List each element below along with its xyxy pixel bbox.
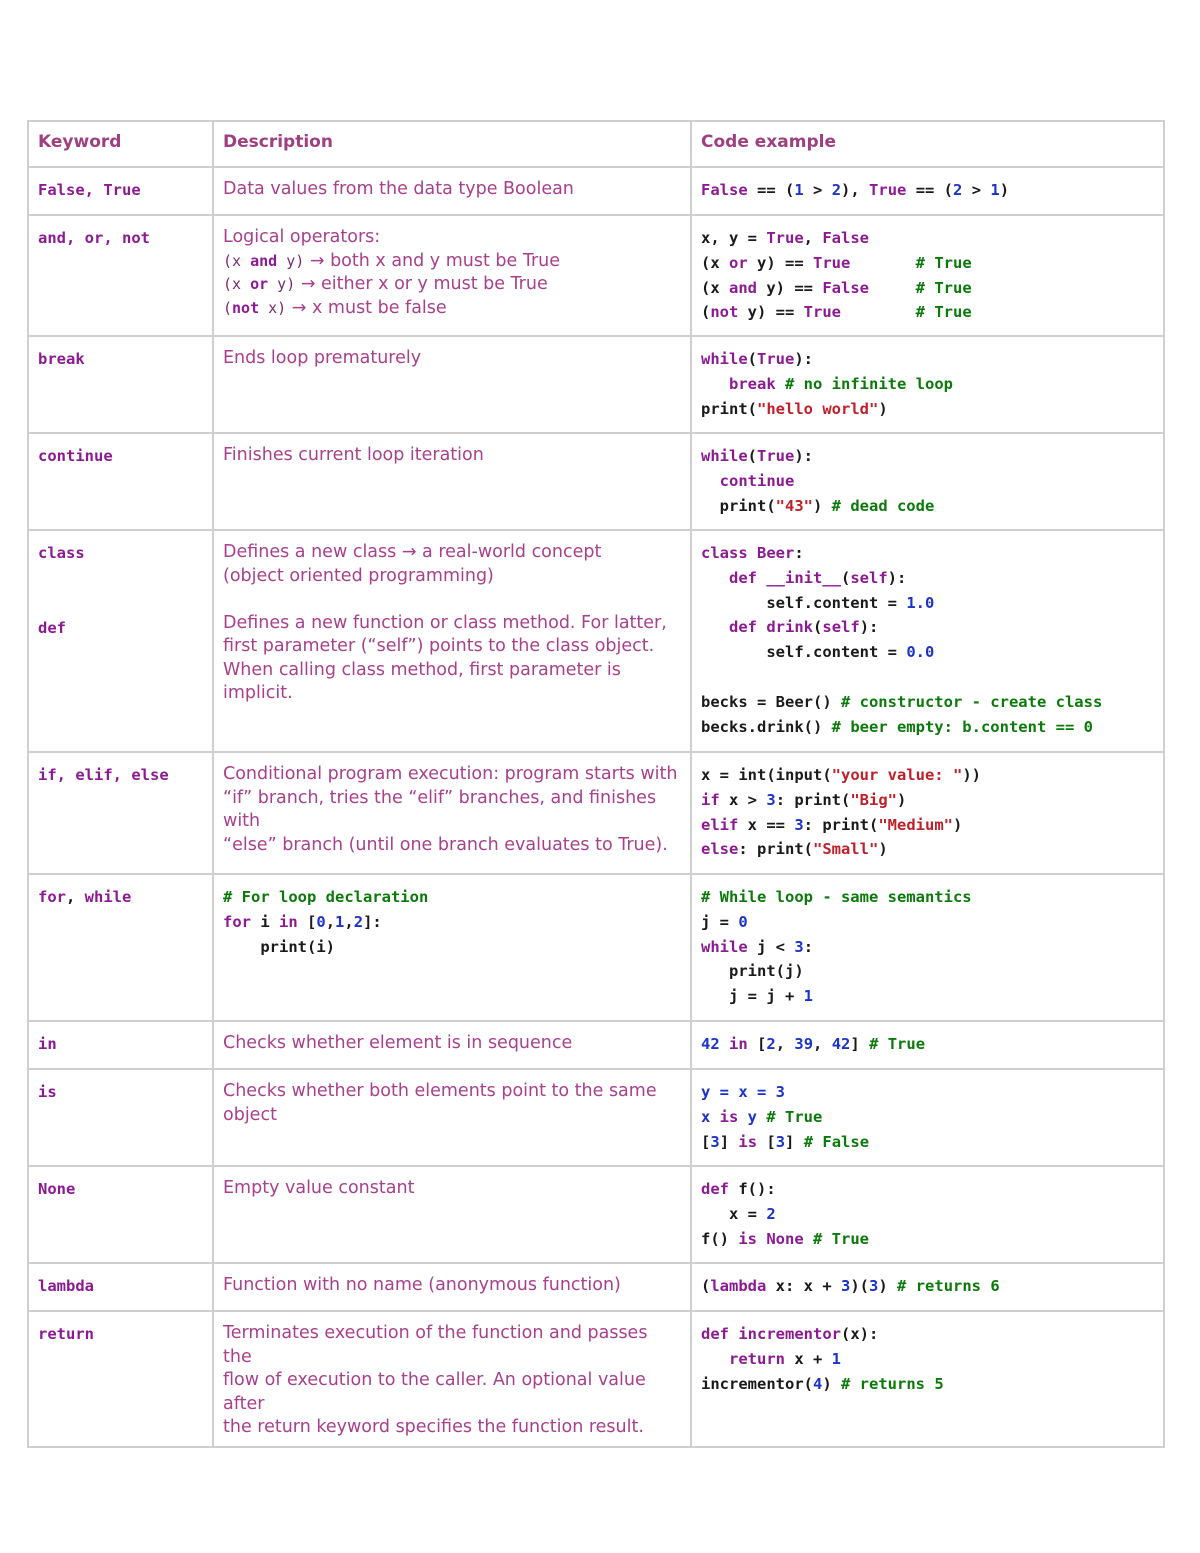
description-continue: Finishes current loop iteration <box>213 433 691 530</box>
header-description: Description <box>223 132 333 152</box>
code-line: if x > 3: print("Big") <box>701 790 907 809</box>
row-none <box>28 1166 1164 1263</box>
code-is <box>691 1069 1164 1166</box>
row-continue <box>28 433 1164 530</box>
description-return-line-3: the return keyword specifies the function result. <box>223 1417 644 1437</box>
code-line: print(i) <box>223 937 335 956</box>
code-line: [3] is [3] # False <box>701 1132 870 1151</box>
code-line: class Beer: <box>701 544 804 562</box>
code-line: else: print("Small") <box>701 840 888 859</box>
code-none <box>691 1166 1164 1263</box>
keyword-while: while <box>84 888 132 906</box>
code-line: becks.drink() # beer empty: b.content == 0 <box>701 717 1093 736</box>
row-return <box>28 1311 1164 1447</box>
code-line: (lambda x: x + 3)(3) # returns 6 <box>701 1277 1000 1295</box>
keyword-cond: if, elif, else <box>28 752 213 874</box>
code-line: elif x == 3: print("Medium") <box>701 815 963 834</box>
description-is-line-1: Checks whether both elements point to the same <box>223 1081 657 1101</box>
description-def-line-3: When calling class method, first parameter is implicit. <box>223 659 621 703</box>
keyword-logic: and, or, not <box>28 215 213 336</box>
code-line: print("hello world") <box>701 399 888 418</box>
description-def-line-1: Defines a new function or class method. For latter, <box>223 612 667 633</box>
description-def-line-2: first parameter (“self”) points to the class object. <box>223 636 655 656</box>
code-line: (not y) == True # True <box>701 303 972 322</box>
code-continue <box>691 433 1164 530</box>
code-line: incrementor(4) # returns 5 <box>701 1374 944 1393</box>
keyword-continue: continue <box>28 433 213 530</box>
code-line: 42 in [2, 39, 42] # True <box>701 1035 926 1053</box>
code-line: x is y # True <box>701 1107 823 1126</box>
header-row <box>28 121 1164 167</box>
code-line: print(j) <box>701 962 804 981</box>
code-line: for i in [0,1,2]: <box>223 912 382 931</box>
code-in <box>691 1021 1164 1069</box>
code-line: j = j + 1 <box>701 987 813 1006</box>
code-line: while(True): <box>701 350 814 368</box>
code-line: continue <box>719 471 795 490</box>
code-line: while j < 3: <box>701 937 814 956</box>
header-description-cell <box>213 121 691 167</box>
code-cond <box>691 752 1164 874</box>
header-code-cell <box>691 121 1164 167</box>
description-class-line-1: Defines a new class → a real-world concept <box>223 542 602 562</box>
row-break <box>28 336 1164 433</box>
description-break: Ends loop prematurely <box>213 336 691 433</box>
keyword-cheat-sheet <box>27 120 1163 1448</box>
description-class-line-2: (object oriented programming) <box>223 565 494 586</box>
code-line: x, y = True, False <box>701 229 869 247</box>
code-line: (x or y) == True # True <box>701 253 972 272</box>
code-line: j = 0 <box>701 912 748 931</box>
code-line: y = x = 3 <box>701 1083 785 1101</box>
code-line: False == (1 > 2), True == (2 > 1) <box>701 181 1010 199</box>
keyword-loops: for, while <box>28 874 213 1021</box>
description-loops-code <box>213 874 691 1021</box>
row-lambda <box>28 1263 1164 1311</box>
keyword-bool: False, True <box>28 167 213 215</box>
code-line: (x and y) == False # True <box>701 278 972 297</box>
code-line: def __init__(self): <box>729 568 907 587</box>
code-line: def incrementor(x): <box>701 1325 879 1343</box>
keyword-return: return <box>28 1311 213 1447</box>
code-bool <box>691 167 1164 215</box>
description-none: Empty value constant <box>213 1166 691 1263</box>
code-break <box>691 336 1164 433</box>
description-lambda: Function with no name (anonymous function) <box>213 1263 691 1311</box>
row-logic <box>28 215 1164 336</box>
code-line: def f(): <box>701 1180 776 1198</box>
row-is <box>28 1069 1164 1166</box>
description-logic-line-4: (not x) → x must be false <box>223 297 447 318</box>
description-cond-line-1: Conditional program execution: program starts with <box>223 764 678 784</box>
description-logic <box>213 215 691 336</box>
keyword-in: in <box>28 1021 213 1069</box>
code-line: # For loop declaration <box>223 888 429 906</box>
code-class <box>691 530 1164 752</box>
description-return-line-1: Terminates execution of the function and passes the <box>223 1323 648 1367</box>
keyword-lambda: lambda <box>28 1263 213 1311</box>
row-in <box>28 1021 1164 1069</box>
row-bool <box>28 167 1164 215</box>
code-logic <box>691 215 1164 336</box>
description-logic-line-1: Logical operators: <box>223 227 381 247</box>
description-return <box>213 1311 691 1447</box>
description-is <box>213 1069 691 1166</box>
description-logic-line-2: (x and y) → both x and y must be True <box>223 250 561 271</box>
code-line: becks = Beer() # constructor - create class <box>701 692 1103 711</box>
keyword-table <box>27 120 1165 1448</box>
keyword-none: None <box>28 1166 213 1263</box>
description-cond-line-3: “else” branch (until one branch evaluates to True). <box>223 834 668 855</box>
keyword-def: def <box>38 619 66 637</box>
keyword-class: class <box>38 544 85 562</box>
code-line: def drink(self): <box>729 618 879 637</box>
keyword-is: is <box>28 1069 213 1166</box>
code-lambda <box>691 1263 1164 1311</box>
header-code: Code example <box>701 132 836 152</box>
description-class-def <box>213 530 691 752</box>
code-line: print("43") # dead code <box>701 496 935 515</box>
code-line: x = 2 <box>701 1204 776 1223</box>
description-logic-line-3: (x or y) → either x or y must be True <box>223 274 548 294</box>
description-return-line-2: flow of execution to the caller. An optional value after <box>223 1370 646 1414</box>
keyword-for: for <box>38 888 66 906</box>
description-cond-line-2: “if” branch, tries the “elif” branches, and finishes with <box>223 787 657 831</box>
code-line: f() is None # True <box>701 1229 870 1248</box>
description-cond <box>213 752 691 874</box>
header-keyword: Keyword <box>38 132 122 152</box>
code-loops <box>691 874 1164 1021</box>
code-line: self.content = 0.0 <box>701 643 935 662</box>
header-keyword-cell <box>28 121 213 167</box>
keyword-class-def <box>28 530 213 752</box>
code-line <box>701 665 1154 690</box>
code-line: self.content = 1.0 <box>701 593 935 612</box>
description-in: Checks whether element is in sequence <box>213 1021 691 1069</box>
row-class <box>28 530 1164 752</box>
row-cond <box>28 752 1164 874</box>
code-line: x = int(input("your value: ")) <box>701 766 981 784</box>
code-line: while(True): <box>701 447 814 465</box>
row-loops <box>28 874 1164 1021</box>
code-line: return x + 1 <box>729 1349 842 1368</box>
keyword-break: break <box>28 336 213 433</box>
code-line: # While loop - same semantics <box>701 888 972 906</box>
description-is-line-2: object <box>223 1104 277 1125</box>
description-bool: Data values from the data type Boolean <box>213 167 691 215</box>
code-return <box>691 1311 1164 1447</box>
code-line: break # no infinite loop <box>729 374 953 393</box>
